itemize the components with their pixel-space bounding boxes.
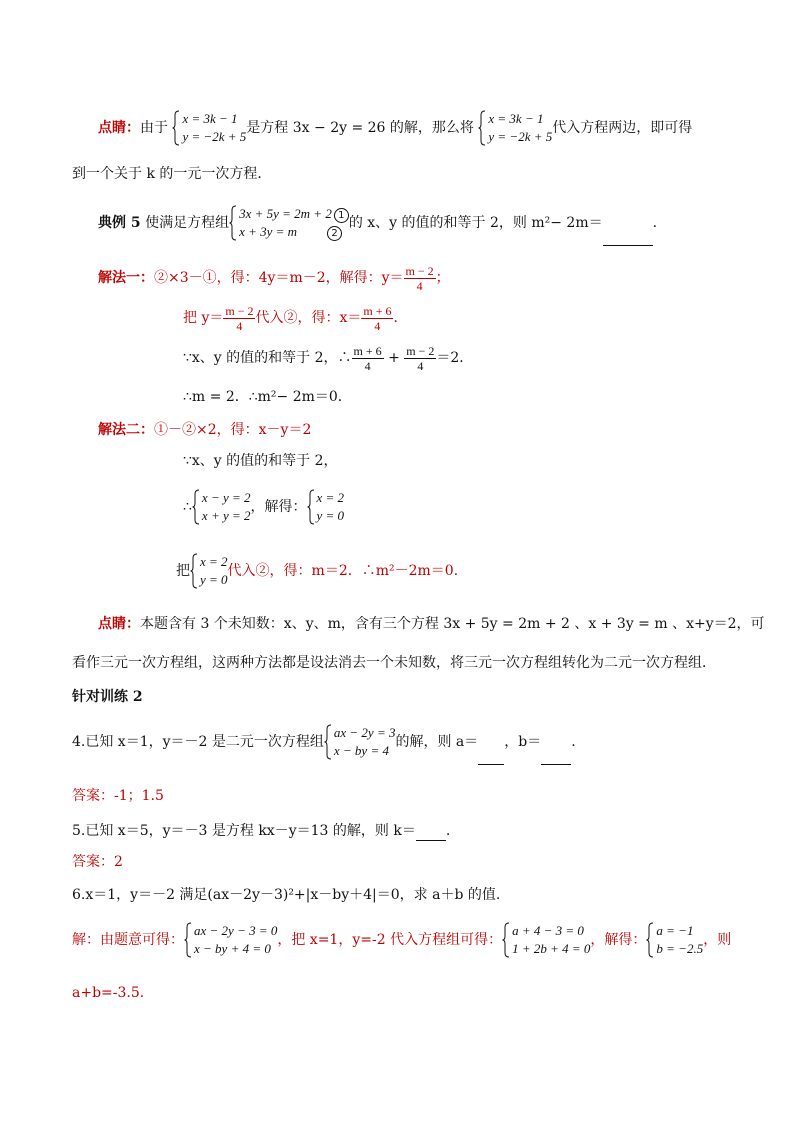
equation-row: [239, 223, 349, 241]
brace-icon: [192, 489, 200, 525]
method2-line4: [176, 551, 468, 591]
text: ，解得：: [250, 499, 307, 515]
solution-6-line1: [72, 918, 731, 962]
brace-icon: [502, 922, 510, 958]
brace-icon: [229, 205, 237, 241]
method1-line4: ∴m = 2．∴m²− 2m＝0．: [183, 389, 352, 405]
text: 由题意可得：: [100, 932, 184, 948]
fraction: [404, 344, 436, 373]
equation-row: [194, 922, 277, 940]
dianjing-2-line1: [98, 615, 765, 633]
equation-text: x + y = 2: [201, 508, 251, 523]
equation-row: [200, 571, 228, 589]
brace-icon: [478, 110, 486, 146]
text: 5.已知 x＝5，y＝－3 是方程 kx－y＝13 的解，则 k＝: [72, 823, 416, 839]
therefore-sign: ∴: [183, 499, 192, 515]
equation-text: x − y = 2: [201, 490, 251, 505]
circled-number: 2: [327, 226, 342, 241]
colon: ：: [126, 120, 140, 136]
equation-row: [488, 128, 552, 146]
text: ．: [393, 310, 408, 326]
fraction-denominator: 4: [374, 318, 381, 333]
answer-blank: [478, 720, 504, 765]
text: ，把 x=1，y=-2 代入方程组可得：: [277, 932, 503, 948]
equation-text: 3x + 5y = 2m + 2: [239, 206, 332, 221]
equation-text: y = −2k + 5: [182, 129, 247, 144]
text: .: [445, 823, 451, 839]
equation-row: [182, 128, 246, 146]
text: ①－②×2，得：x－y＝2: [154, 422, 312, 438]
equation-text: y = 0: [316, 508, 345, 523]
brace-icon: [324, 724, 332, 760]
equation-text: x = 2: [200, 554, 228, 569]
brace-icon: [184, 922, 192, 958]
fraction-numerator: m + 6: [353, 343, 382, 358]
dianjing-1-line1: [98, 108, 692, 148]
equation-system: [502, 922, 590, 958]
dianjing-2-line2: 看作三元一次方程组，这两种方法都是设法消去一个未知数，将三元一次方程组转化为二元一次方程组．: [72, 655, 716, 671]
text: ②×3－①，得：4y＝m－2，解得：y＝: [154, 270, 404, 286]
equation-system: [192, 489, 251, 525]
circled-number: 1: [334, 208, 349, 223]
dianjing-label: 点睛: [98, 616, 126, 632]
equation-system: [229, 205, 349, 241]
equation-text: 1 + 2b + 4 = 0: [512, 941, 591, 956]
fraction-denominator: 4: [417, 358, 424, 373]
text: 代入方程两边，即可得: [552, 120, 693, 136]
text: ．: [652, 215, 667, 231]
answer-value: 2: [114, 854, 123, 870]
colon: ：: [140, 270, 154, 286]
method2-line1: [98, 421, 311, 439]
colon: ：: [126, 616, 140, 632]
method2-line2: ∵x、y 的值的和等于 2，: [183, 453, 338, 469]
fraction-numerator: m − 2: [406, 343, 435, 358]
text: 把 y＝: [183, 310, 224, 326]
example-label: 典例 5: [98, 215, 141, 231]
text: ＝2．: [436, 350, 474, 366]
equation-text: x − by + 4 = 0: [194, 941, 271, 956]
equation-row: [334, 742, 396, 760]
text: 4.已知 x＝1，y＝－2 是二元一次方程组: [72, 734, 324, 750]
plus-sign: +: [388, 350, 400, 366]
question-4: [72, 720, 576, 764]
answer-4: [72, 787, 164, 805]
answer-5: [72, 853, 123, 871]
fraction-numerator: m + 6: [363, 303, 392, 318]
equation-system: [172, 110, 246, 146]
equation-text: x − by = 4: [333, 743, 389, 758]
equation-text: x = 3k − 1: [488, 111, 544, 126]
equation-row: [656, 922, 703, 940]
dianjing-label: 点睛: [98, 120, 126, 136]
fraction-denominator: 4: [416, 278, 423, 293]
brace-icon: [307, 489, 315, 525]
brace-icon: [172, 110, 180, 146]
text: 是方程 3x − 2y = 26 的解，那么将: [246, 120, 474, 136]
equation-row: [512, 940, 590, 958]
text: .: [571, 734, 576, 750]
text: 由于: [140, 120, 168, 136]
equation-row: [317, 507, 345, 525]
fraction: [352, 344, 384, 373]
text: 代入②，得：x＝: [255, 310, 362, 326]
text: ，解得：: [590, 932, 647, 948]
equation-row: [656, 940, 703, 958]
method-label: 解法二: [98, 422, 140, 438]
method1-line2: [183, 302, 407, 334]
answer-value: -1；1.5: [114, 788, 164, 804]
answer-blank: [603, 201, 653, 246]
equation-text: ax − 2y = 3: [333, 725, 396, 740]
equation-text: x = 2: [316, 490, 345, 505]
fraction: [361, 304, 393, 333]
question-6: 6.x＝1，y＝－2 满足(ax－2y－3)²+|x－by＋4|＝0，求 a＋b 的值.: [72, 887, 501, 903]
equation-row: [488, 110, 552, 128]
equation-system: [646, 922, 703, 958]
equation-row: [182, 110, 246, 128]
equation-row: [200, 553, 228, 571]
question-5: [72, 822, 450, 841]
equation-text: a + 4 − 3 = 0: [512, 923, 584, 938]
answer-label: 答案：: [72, 854, 114, 870]
fraction: [404, 264, 436, 293]
method-label: 解法一: [98, 270, 140, 286]
equation-row: [202, 489, 251, 507]
text: 的 x、y 的值的和等于 2，则 m²− 2m＝: [348, 215, 603, 231]
solution-label: 解：: [72, 932, 100, 948]
fraction-numerator: m − 2: [405, 263, 434, 278]
text: 的解，则 a＝: [395, 734, 479, 750]
equation-system: [307, 489, 345, 525]
text: ，b＝: [504, 734, 542, 750]
answer-blank: [541, 720, 571, 765]
brace-icon: [646, 922, 654, 958]
equation-text: y = 0: [200, 572, 228, 587]
brace-icon: [190, 553, 198, 589]
equation-text: b = −2.5: [656, 941, 704, 956]
method2-line3: [183, 487, 344, 527]
text: 代入②，得：m＝2．∴m²－2m＝0．: [227, 563, 468, 579]
equation-text: x + 3y = m: [239, 224, 298, 239]
equation-row: [239, 205, 349, 223]
equation-row: [202, 507, 251, 525]
dianjing-1-line2: 到一个关于 k 的一元一次方程．: [72, 166, 272, 182]
colon: ：: [140, 422, 154, 438]
fraction: [223, 304, 255, 333]
text: 把: [176, 563, 190, 579]
equation-text: ax − 2y − 3 = 0: [194, 923, 278, 938]
equation-row: [194, 940, 277, 958]
fraction-denominator: 4: [236, 318, 243, 333]
example-5: [98, 201, 667, 245]
answer-label: 答案：: [72, 788, 114, 804]
fraction-denominator: 4: [364, 358, 371, 373]
section-title: 针对训练 2: [72, 689, 143, 705]
equation-row: [512, 922, 590, 940]
equation-text: a = −1: [656, 923, 694, 938]
fraction-numerator: m − 2: [225, 303, 254, 318]
equation-row: [317, 489, 345, 507]
equation-text: x = 3k − 1: [182, 111, 238, 126]
method1-line3: [183, 342, 473, 374]
text: 本题含有 3 个未知数：x、y、m，含有三个方程 3x + 5y = 2m + 2 、x + 3y = m 、x+y＝2，可: [140, 616, 765, 632]
equation-system: [478, 110, 552, 146]
equation-system: [184, 922, 277, 958]
answer-blank: [416, 822, 446, 841]
text: ，则: [703, 932, 732, 948]
equation-text: y = −2k + 5: [488, 129, 553, 144]
equation-system: [190, 553, 228, 589]
text: 使满足方程组: [145, 215, 230, 231]
text: ∵x、y 的值的和等于 2，∴: [183, 350, 352, 366]
method1-line1: [98, 262, 450, 294]
equation-system: [324, 724, 396, 760]
equation-row: [334, 724, 396, 742]
text: ；: [435, 270, 450, 286]
solution-6-line2: a+b=-3.5.: [72, 985, 145, 1001]
